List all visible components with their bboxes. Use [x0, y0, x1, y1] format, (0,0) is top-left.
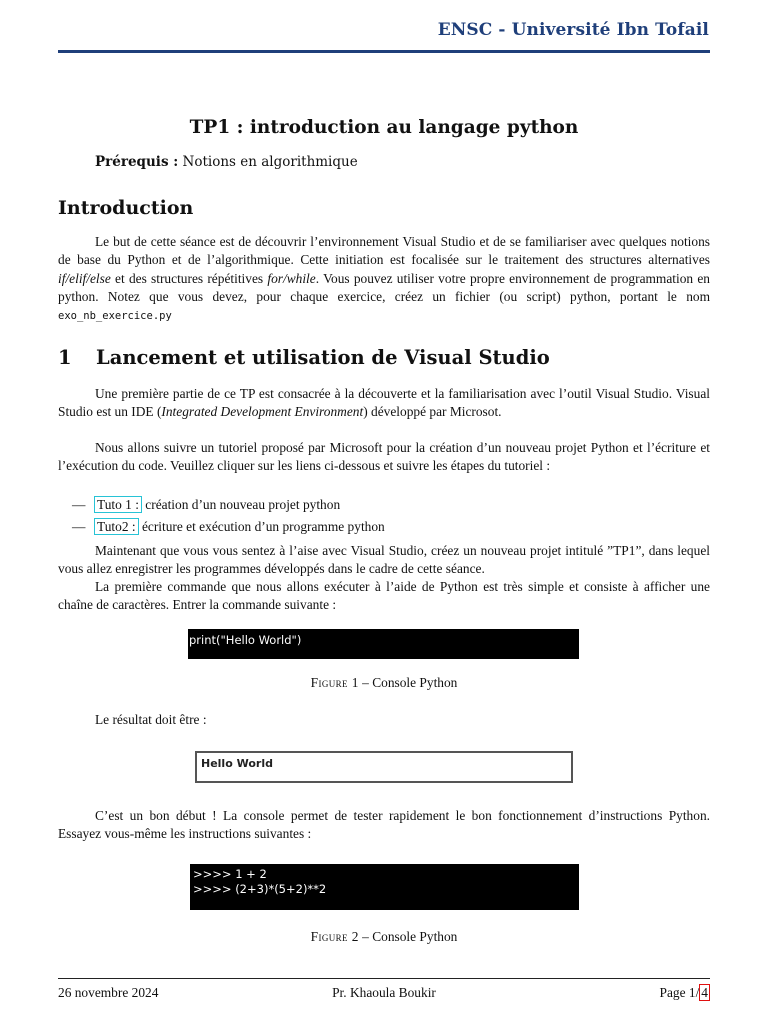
header-rule [58, 50, 710, 53]
figure-2-label: Figure 2 [310, 929, 359, 944]
list-item [72, 497, 340, 513]
intro-paragraph [58, 233, 710, 325]
intro-italic-1: if/elif/else [58, 270, 111, 286]
section1-number: 1 [58, 346, 72, 369]
intro-italic-2: for/while [267, 270, 316, 286]
footer-author: Pr. Khaoula Boukir [332, 985, 436, 1000]
figure-1-caption [58, 675, 710, 691]
list-dash: — [72, 519, 86, 534]
section1-heading [58, 346, 550, 369]
figure-1-text: – Console Python [358, 675, 458, 690]
console-line-1: >>>> 1 + 2 [193, 867, 267, 881]
header-institution: ENSC - Université Ibn Tofail [437, 20, 709, 40]
section1-title: Lancement et utilisation de Visual Studio [96, 346, 550, 369]
tuto2-link[interactable]: Tuto2 : [94, 518, 139, 535]
console-command: print("Hello World") [189, 633, 302, 647]
section1-paragraph-1 [58, 385, 710, 422]
footer-page [660, 985, 711, 1001]
intro-text-1: Le but de cette séance est de découvrir l’environnement Visual Studio et de se familiariser avec quelques notions de base du Python et de l’algorithmique. Cette initiation est focalisée sur le traitement des structures alternatives [58, 234, 710, 268]
result-output-text: Hello World [201, 757, 273, 770]
list-item-text: création d’un nouveau projet python [141, 497, 341, 512]
figure-1-label: Figure 1 [310, 675, 359, 690]
document-title: TP1 : introduction au langage python [189, 117, 579, 138]
list-dash: — [72, 497, 86, 512]
list-item-text: écriture et exécution d’un programme python [138, 519, 385, 534]
list-item [72, 519, 385, 535]
intro-text-3: . Vous pouvez utiliser votre propre environnement de programmation en python. Notez que vous devez, pour chaque exercice, créez un fichier (ou script) python, portant le nom [58, 270, 710, 304]
s1p1-text-b: ) développé par Microsot. [363, 404, 502, 420]
prereq-label: Prérequis : [95, 154, 179, 170]
section1-paragraph-4 [58, 578, 710, 615]
intro-heading: Introduction [58, 197, 194, 219]
console-line-2: >>>> (2+3)*(5+2)**2 [193, 882, 327, 896]
footer-rule [58, 978, 710, 979]
s1p1-text-a: Une première partie de ce TP est consacrée à la découverte et la familiarisation avec l’outil Visual Studio. Visual Studio est un IDE ( [58, 386, 710, 420]
result-intro-text: Le résultat doit être : [95, 712, 207, 727]
result-intro [58, 711, 710, 729]
prereq-text: Notions en algorithmique [182, 154, 358, 170]
console-screenshot-1 [188, 629, 579, 659]
console-screenshot-2 [190, 864, 579, 910]
prerequisites [95, 154, 358, 170]
s1p5-text: C’est un bon début ! La console permet de tester rapidement le bon fonctionnement d’instructions Python. Essayez vous-même les instructions suivantes : [58, 808, 710, 842]
intro-text-2: et des structures répétitives [110, 270, 268, 286]
s1p3-text: Maintenant que vous vous sentez à l’aise avec Visual Studio, créez un nouveau projet intitulé ”TP1”, dans lequel vous allez enregistrer les programmes développés dans le cadre de cette séance. [58, 543, 710, 577]
page-total-link[interactable]: 4 [701, 985, 708, 1000]
intro-filename-code: exo_nb_exercice.py [58, 310, 172, 323]
page-prefix: Page 1/ [659, 985, 700, 1000]
section1-paragraph-3 [58, 542, 710, 579]
figure-2-caption [58, 929, 710, 945]
s1p4-text: La première commande que nous allons exécuter à l’aide de Python est très simple et consiste à afficher une chaîne de caractères. Entrer la commande suivante : [58, 579, 710, 613]
s1p2-text: Nous allons suivre un tutoriel proposé par Microsoft pour la création d’un nouveau projet Python et l’écriture et l’exécution du code. Veuillez cliquer sur les liens ci-dessous et suivre les étapes du tutoriel : [58, 440, 710, 474]
figure-2-text: – Console Python [358, 929, 458, 944]
result-output-box [195, 751, 573, 783]
section1-paragraph-2 [58, 439, 710, 476]
s1p1-italic: Integrated Development Environment [161, 404, 364, 420]
section1-paragraph-5 [58, 807, 710, 844]
footer-date: 26 novembre 2024 [58, 985, 159, 1000]
tuto1-link[interactable]: Tuto 1 : [94, 496, 142, 513]
